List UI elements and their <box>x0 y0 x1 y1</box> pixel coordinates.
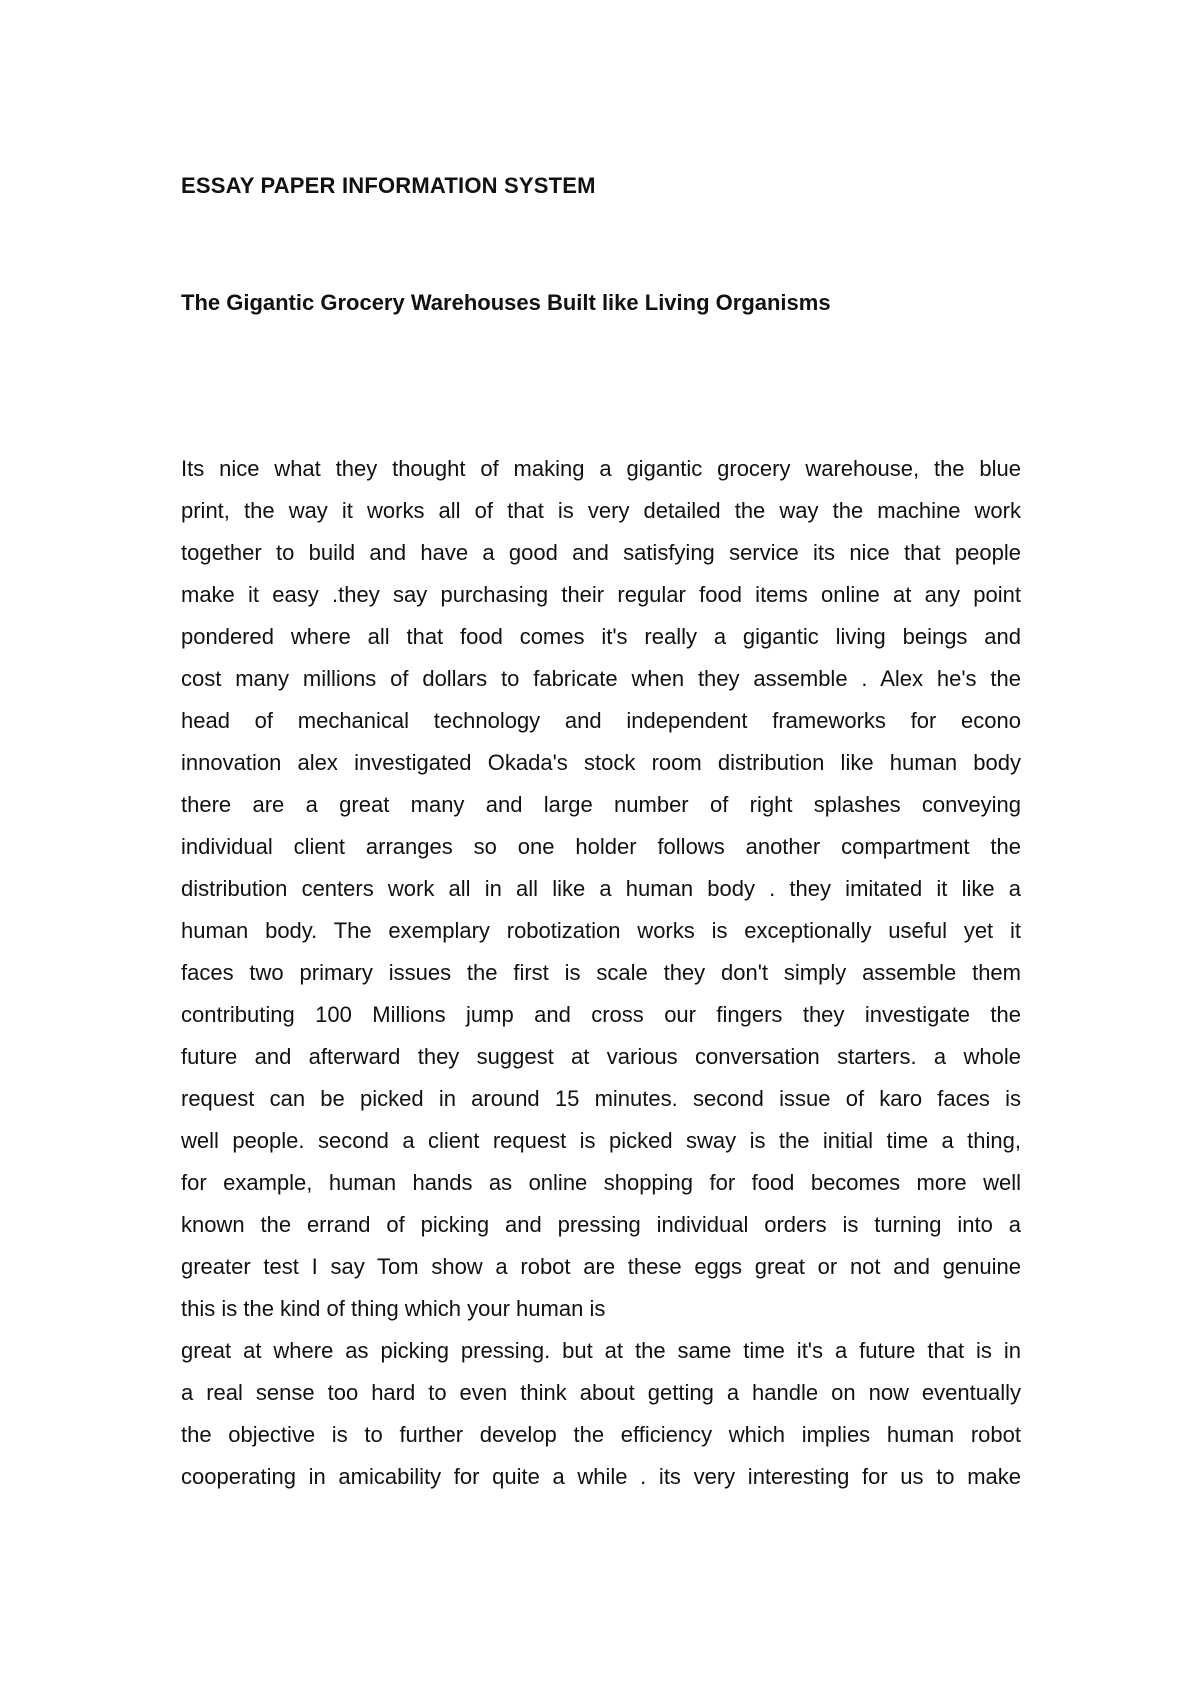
essay-line: there are a great many and large number of right splashes conveying <box>181 792 1021 817</box>
essay-line: known the errand of picking and pressing individual orders is turning into a <box>181 1212 1021 1237</box>
essay-line: Its nice what they thought of making a gigantic grocery warehouse, the blue <box>181 456 1021 481</box>
essay-line: pondered where all that food comes it's really a gigantic living beings and <box>181 624 1021 649</box>
essay-line: innovation alex investigated Okada's stock room distribution like human body <box>181 750 1021 775</box>
essay-line: head of mechanical technology and independent frameworks for econo <box>181 708 1021 733</box>
essay-line: the objective is to further develop the efficiency which implies human robot <box>181 1422 1021 1447</box>
essay-line: together to build and have a good and satisfying service its nice that people <box>181 540 1021 565</box>
essay-line: great at where as picking pressing. but at the same time it's a future that is in <box>181 1338 1021 1363</box>
essay-line: future and afterward they suggest at various conversation starters. a whole <box>181 1044 1021 1069</box>
document-subtitle: The Gigantic Grocery Warehouses Built like Living Organisms <box>181 290 831 315</box>
essay-line: greater test I say Tom show a robot are these eggs great or not and genuine <box>181 1254 1021 1279</box>
essay-line: cost many millions of dollars to fabricate when they assemble . Alex he's the <box>181 666 1021 691</box>
essay-line: cooperating in amicability for quite a while . its very interesting for us to make <box>181 1464 1021 1489</box>
essay-line: contributing 100 Millions jump and cross our fingers they investigate the <box>181 1002 1021 1027</box>
essay-line: a real sense too hard to even think about getting a handle on now eventually <box>181 1380 1021 1405</box>
essay-line: well people. second a client request is picked sway is the initial time a thing, <box>181 1128 1021 1153</box>
essay-line: make it easy .they say purchasing their regular food items online at any point <box>181 582 1021 607</box>
document-title: ESSAY PAPER INFORMATION SYSTEM <box>181 173 596 198</box>
essay-body <box>181 452 1021 1502</box>
essay-line: distribution centers work all in all like a human body . they imitated it like a <box>181 876 1021 901</box>
essay-line: human body. The exemplary robotization works is exceptionally useful yet it <box>181 918 1021 943</box>
essay-line: request can be picked in around 15 minutes. second issue of karo faces is <box>181 1086 1021 1111</box>
essay-line: for example, human hands as online shopping for food becomes more well <box>181 1170 1021 1195</box>
essay-line: this is the kind of thing which your human is <box>181 1296 606 1321</box>
essay-line: individual client arranges so one holder follows another compartment the <box>181 834 1021 859</box>
essay-line: faces two primary issues the first is scale they don't simply assemble them <box>181 960 1021 985</box>
essay-line: print, the way it works all of that is very detailed the way the machine work <box>181 498 1021 523</box>
